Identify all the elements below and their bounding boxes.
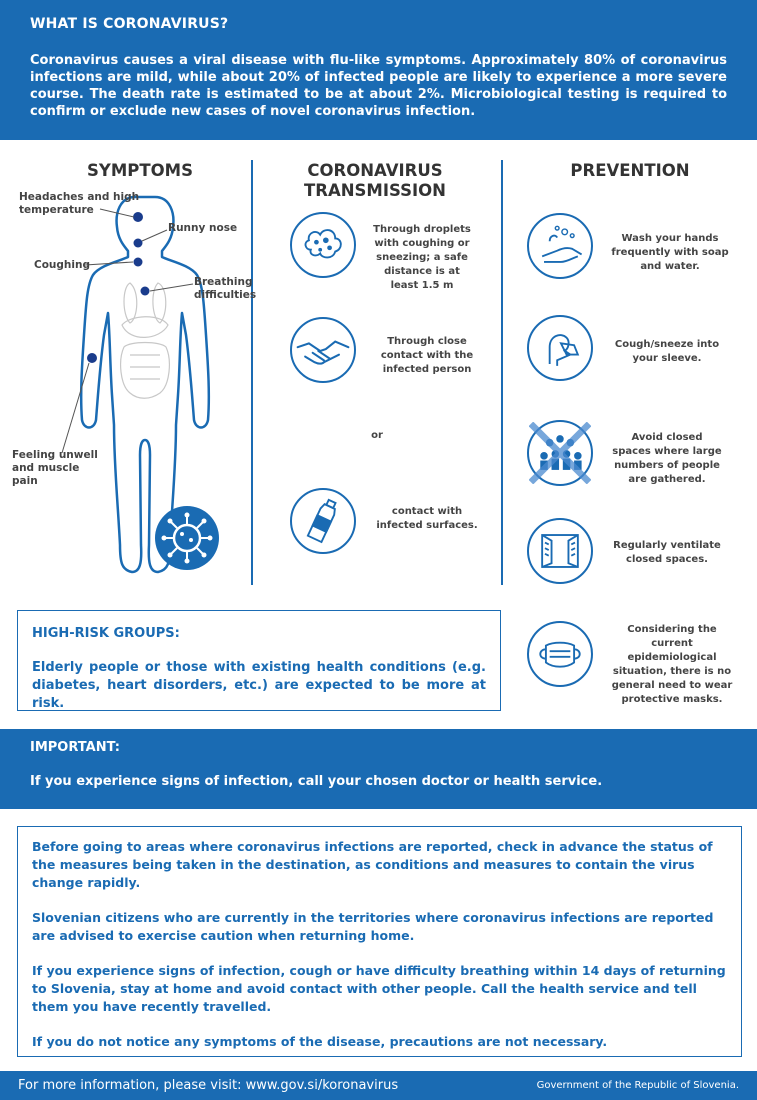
hand-wash-icon — [527, 213, 593, 279]
symptom-breathing: Breathing difficulties — [194, 276, 257, 301]
high-risk-title: HIGH-RISK GROUPS: — [32, 626, 180, 641]
prevention-sleeve-text: Cough/sneeze into your sleeve. — [614, 339, 720, 364]
ventilate-window-icon — [527, 518, 593, 584]
symptom-headache: Headaches and high temperature — [19, 191, 140, 216]
intro-banner — [0, 0, 757, 140]
transmission-surfaces-text: contact with infected surfaces. — [376, 506, 478, 531]
intro-title: WHAT IS CORONAVIRUS? — [30, 16, 229, 32]
prevention-crowds-text: Avoid closed spaces where large numbers of people are gathered. — [612, 432, 722, 485]
intro-text: Coronavirus causes a viral disease with flu-like symptoms. Approximately 80% of coronavirus infections are mild, while about 20% of infected people are likely to experience a more severe course. The death rate is estimated to be at about 2%. Microbiological testing is required to confirm or exclude new cases of novel coronavirus infection. — [30, 53, 727, 119]
symptom-unwell: Feeling unwell and muscle pain — [12, 449, 98, 487]
symptom-coughing: Coughing — [34, 259, 90, 271]
government-label: Government of the Republic of Slovenia. — [536, 1080, 739, 1091]
droplets-icon — [290, 212, 356, 278]
travel-paragraph: If you do not notice any symptoms of the disease, precautions are not necessary. — [32, 1034, 608, 1049]
more-info-link[interactable]: For more information, please visit: www.gov.si/koronavirus — [18, 1078, 399, 1093]
travel-paragraph: Before going to areas where coronavirus infections are reported, check in advance the status of the measures being taken in the destination, as conditions and measures to contain the virus change rapidly. — [32, 839, 713, 890]
important-text: If you experience signs of infection, call your chosen doctor or health service. — [30, 774, 603, 789]
column-divider-1 — [251, 160, 253, 585]
travel-paragraph: If you experience signs of infection, cough or have difficulty breathing within 14 days of returning to Slovenia, stay at home and avoid contact with other people. Call the health service and tell them you have recently travelled. — [32, 963, 726, 1014]
important-banner — [0, 729, 757, 809]
prevention-mask-text: Considering the current epidemiological situation, there is no general need to wear protective masks. — [611, 624, 733, 705]
column-divider-2 — [501, 160, 503, 585]
bottle-icon — [290, 488, 356, 554]
high-risk-text: Elderly people or those with existing health conditions (e.g. diabetes, heart disorders, etc.) are expected to be more at risk. — [32, 660, 486, 711]
high-risk-box — [17, 610, 501, 711]
handshake-icon — [290, 317, 356, 383]
sneeze-sleeve-icon — [527, 315, 593, 381]
prevention-title: PREVENTION — [570, 161, 690, 180]
no-crowds-icon — [527, 420, 593, 486]
travel-advice-box — [17, 826, 742, 1057]
transmission-or: or — [371, 430, 383, 441]
symptom-runny-nose: Runny nose — [168, 222, 238, 234]
footer — [0, 1071, 757, 1100]
important-title: IMPORTANT: — [30, 740, 120, 755]
transmission-contact-text: Through close contact with the infected person — [380, 336, 474, 375]
travel-paragraph: Slovenian citizens who are currently in the territories where coronavirus infections are reported are advised to exercise caution when returning home. — [32, 910, 714, 943]
transmission-droplets-text: Through droplets with coughing or sneezing; a safe distance is at least 1.5 m — [373, 224, 471, 291]
prevention-ventilate-text: Regularly ventilate closed spaces. — [613, 540, 721, 565]
transmission-title: CORONAVIRUS TRANSMISSION — [304, 161, 446, 200]
mask-icon — [527, 621, 593, 687]
prevention-wash-text: Wash your hands frequently with soap and water. — [611, 233, 729, 272]
virus-icon — [155, 506, 219, 570]
symptoms-title: SYMPTOMS — [87, 161, 193, 180]
